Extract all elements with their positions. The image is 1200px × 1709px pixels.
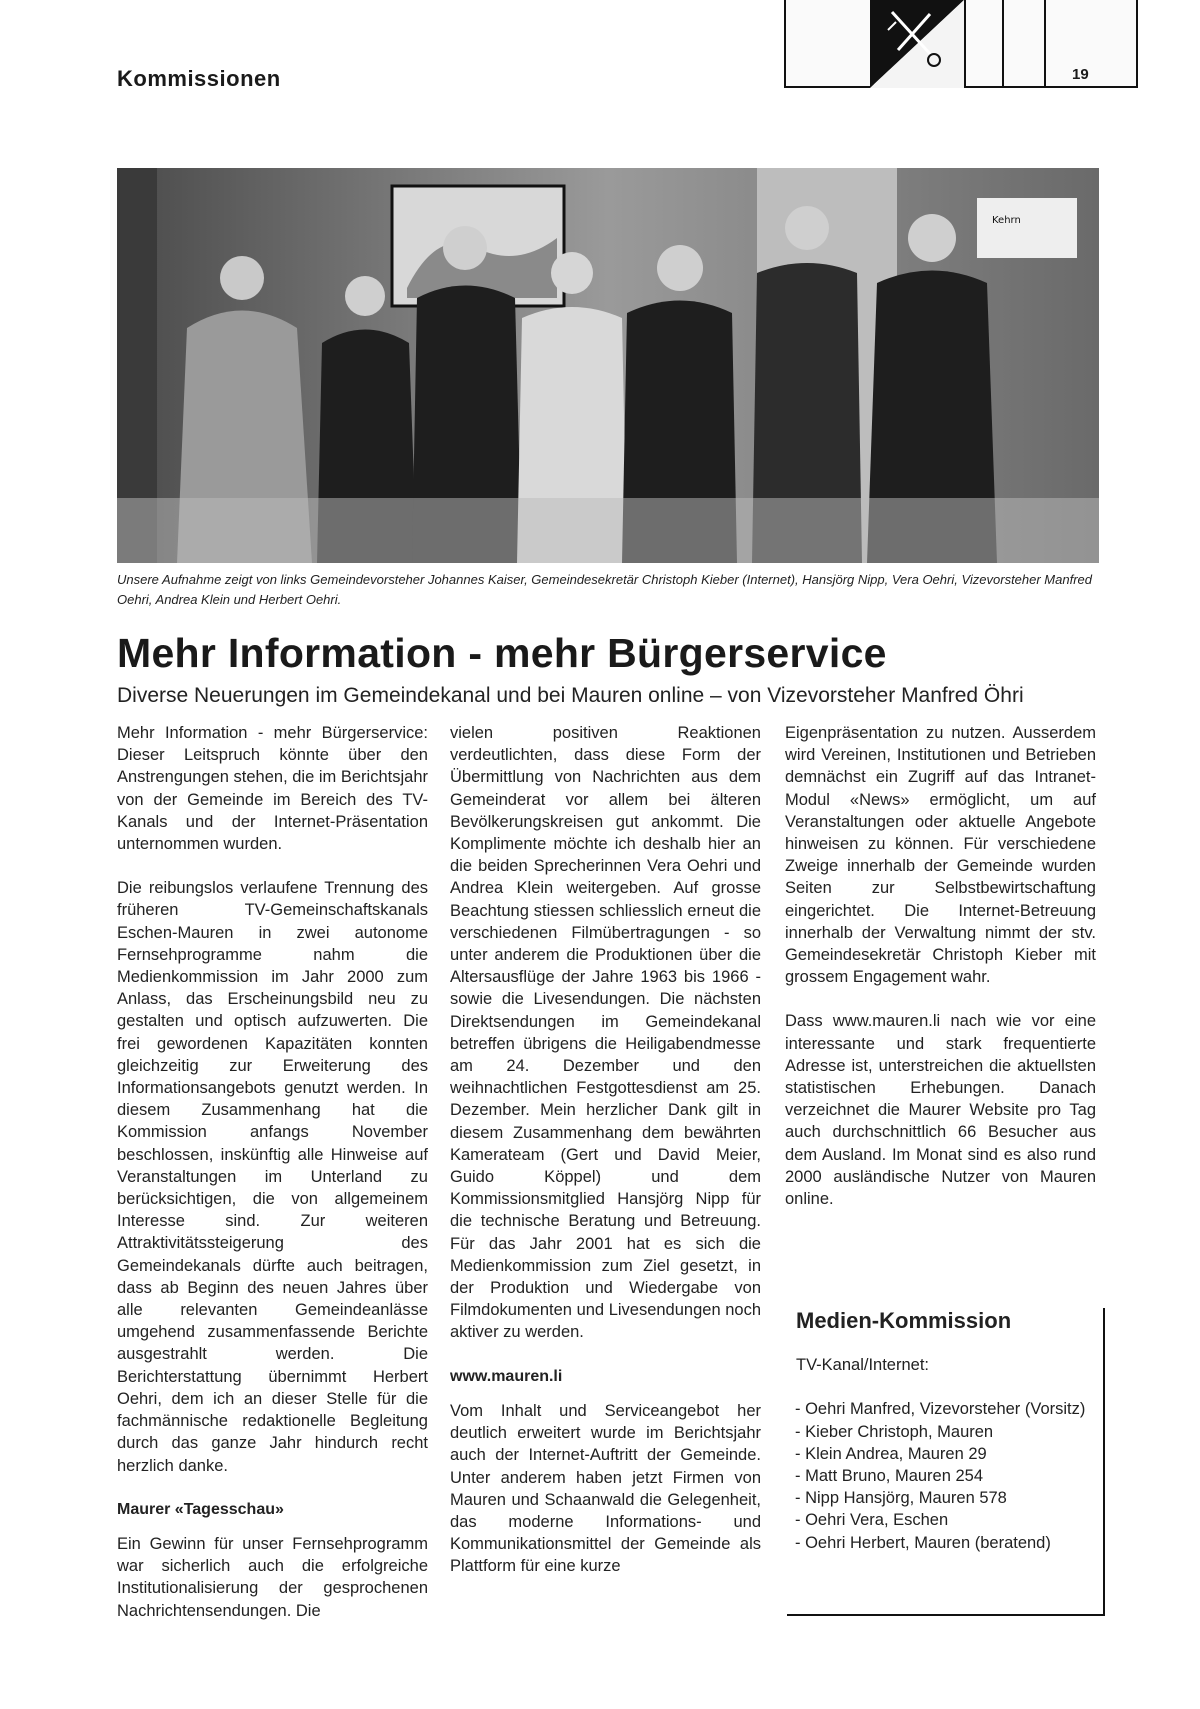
paragraph: Mehr Information - mehr Bürgerservice: Dieser Leitspruch könnte über den Anstrengungen stehen, die im Berichtsjahr von der Gemeinde im Bereich des TV-Kanals und der Internet-Präsentation unternommen wurden. (117, 724, 428, 854)
article-title: Mehr Information - mehr Bürgerservice (117, 630, 887, 676)
page-number: 19 (1072, 66, 1089, 83)
header-box (1002, 0, 1048, 88)
list-item: - Oehri Vera, Eschen (795, 1511, 949, 1530)
list-item: - Matt Bruno, Mauren 254 (795, 1467, 984, 1486)
photo-caption: Unsere Aufnahme zeigt von links Gemeindevorsteher Johannes Kaiser, Gemeindesekretär Christoph Kieber (Internet), Hansjörg Nipp, Vera Oehri, Vizevorsteher Manfred Oehri, Andrea Klein und Herbert Oehri. (117, 572, 1092, 607)
list-item: - Klein Andrea, Mauren 29 (795, 1444, 987, 1463)
article-column-1 (117, 722, 428, 1644)
header-box (964, 0, 1006, 88)
list-item: - Oehri Manfred, Vizevorsteher (Vorsitz) (795, 1400, 1086, 1419)
article-column-3 (785, 722, 1096, 1232)
section-heading: www.mauren.li (450, 1367, 563, 1385)
header-box (1044, 0, 1138, 88)
header-box (784, 0, 874, 88)
list-item: - Oehri Herbert, Mauren (beratend) (795, 1533, 1051, 1552)
paragraph: Vom Inhalt und Serviceangebot her deutlich erweitert wurde im Berichtsjahr auch der Internet-Auftritt der Gemeinde. Unter anderem haben jetzt Firmen von Mauren und Schaanwald die Gelegenheit, das moderne Informations- und Kommunikationsmittel der Gemeinde als Plattform für eine kurze (450, 1401, 761, 1576)
list-item: - Kieber Christoph, Mauren (795, 1422, 994, 1441)
paragraph: Eigenpräsentation zu nutzen. Ausserdem wird Vereinen, Institutionen und Betrieben demnächst ein Zugriff auf das Intranet-Modul «News» ermöglicht, um auf Veranstaltungen oder aktuelle Angebote hinweisen zu können. Für verschiedene Zweige innerhalb der Gemeinde wurden Seiten zur Selbstbewirtschaftung eingerichtet. Die Internet-Betreuung innerhalb der Verwaltung nimmt der stv. Gemeindesekretär Christoph Kieber mit grossem Engagement wahr. (785, 724, 1096, 987)
paragraph: Ein Gewinn für unser Fernsehprogramm war sicherlich auch die erfolgreiche Institutionalisierung der gesprochenen Nachrichtensendungen. Die (117, 1534, 428, 1620)
paragraph: vielen positiven Reaktionen verdeutlichten, dass diese Form der Übermittlung von Nachrichten aus dem Gemeinderat vor allem bei älteren Bevölkerungskreisen gut ankommt. Die Komplimente möchte ich deshalb hier an die beiden Sprecherinnen Vera Oehri und Andrea Klein weitergeben. Auf grosse Beachtung stiessen schliesslich erneut die verschiedenen Filmübertragungen - so unter anderem die Produktionen über die Altersausflüge der Jahre 1963 bis 1966 - sowie die Livesendungen. Die nächsten Direktsendungen im Gemeindekanal betreffen übrigens die Heiligabendmesse am 24. Dezember und den weihnachtlichen Festgottesdienst am 25. Dezember. Mein herzlicher Dank gilt in diesem Zusammenhang dem bewährten Kamerateam (Gert und David Meier, Guido Köppel) und dem Kommissionsmitglied Hansjörg Nipp für die technische Beratung und Betreuung. Für das Jahr 2001 hat es sich die Medienkommission zum Ziel gesetzt, in der Produktion und Wiedergabe von Filmdokumenten und Livesendungen noch aktiver zu werden. (450, 724, 761, 1342)
paragraph: Die reibungslos verlaufene Trennung des früheren TV-Gemeinschaftskanals Eschen-Mauren in zwei autonome Fernsehprogramme nahm die Medienkommission im Jahr 2000 zum Anlass, das Erscheinungsbild neu zu gestalten und optisch aufzuwerten. Die frei gewordenen Kapazitäten konnten gleichzeitig zur Erweiterung des Informationsangebots genutzt werden. In diesem Zusammenhang hat die Kommission anfangs November beschlossen, inskünftig alle Hinweise auf Veranstaltungen im Unterland zu berücksichtigen, die von allgemeinem Interesse sind. Zur weiteren Attraktivitätssteigerung des Gemeindekanals dürfte auch beitragen, dass ab Beginn des neuen Jahres über alle relevanten Gemeindeanlässe umgehend zusammenfassende Berichte ausgestrahlt werden. Die Berichterstattung übernimmt Herbert Oehri, dem ich an dieser Stelle für die fachmännische redaktionelle Begleitung durch das ganze Jahr hindurch recht herzlich danke. (117, 879, 428, 1475)
article-column-2 (450, 722, 761, 1600)
svg-text:Kehrn: Kehrn (992, 215, 1021, 226)
group-photo (117, 168, 1099, 563)
municipal-crest-icon (870, 0, 964, 88)
paragraph: Dass www.mauren.li nach wie vor eine interessante und stark frequentierte Adresse ist, unterstreichen die aktuellsten statistischen Erhebungen. Danach verzeichnet die Maurer Website pro Tag auch durchschnittlich 66 Besucher aus dem Ausland. Im Monat sind es also rund 2000 ausländische Nutzer von Mauren online. (785, 1012, 1096, 1209)
box-border-bottom (787, 1614, 1105, 1616)
list-item: - Nipp Hansjörg, Mauren 578 (795, 1489, 1007, 1508)
group-photo-illustration (117, 168, 1099, 563)
commission-box (785, 1310, 1097, 1554)
section-label: Kommissionen (117, 66, 281, 91)
box-border-right (1103, 1308, 1105, 1614)
commission-subtitle: TV-Kanal/Internet: (796, 1356, 929, 1375)
commission-member-list (785, 1398, 1097, 1553)
section-heading: Maurer «Tagesschau» (117, 1500, 284, 1518)
article-subtitle: Diverse Neuerungen im Gemeindekanal und bei Mauren online – von Vizevorsteher Manfred Öhri (117, 684, 1024, 707)
commission-title: Medien-Kommission (796, 1308, 1012, 1333)
